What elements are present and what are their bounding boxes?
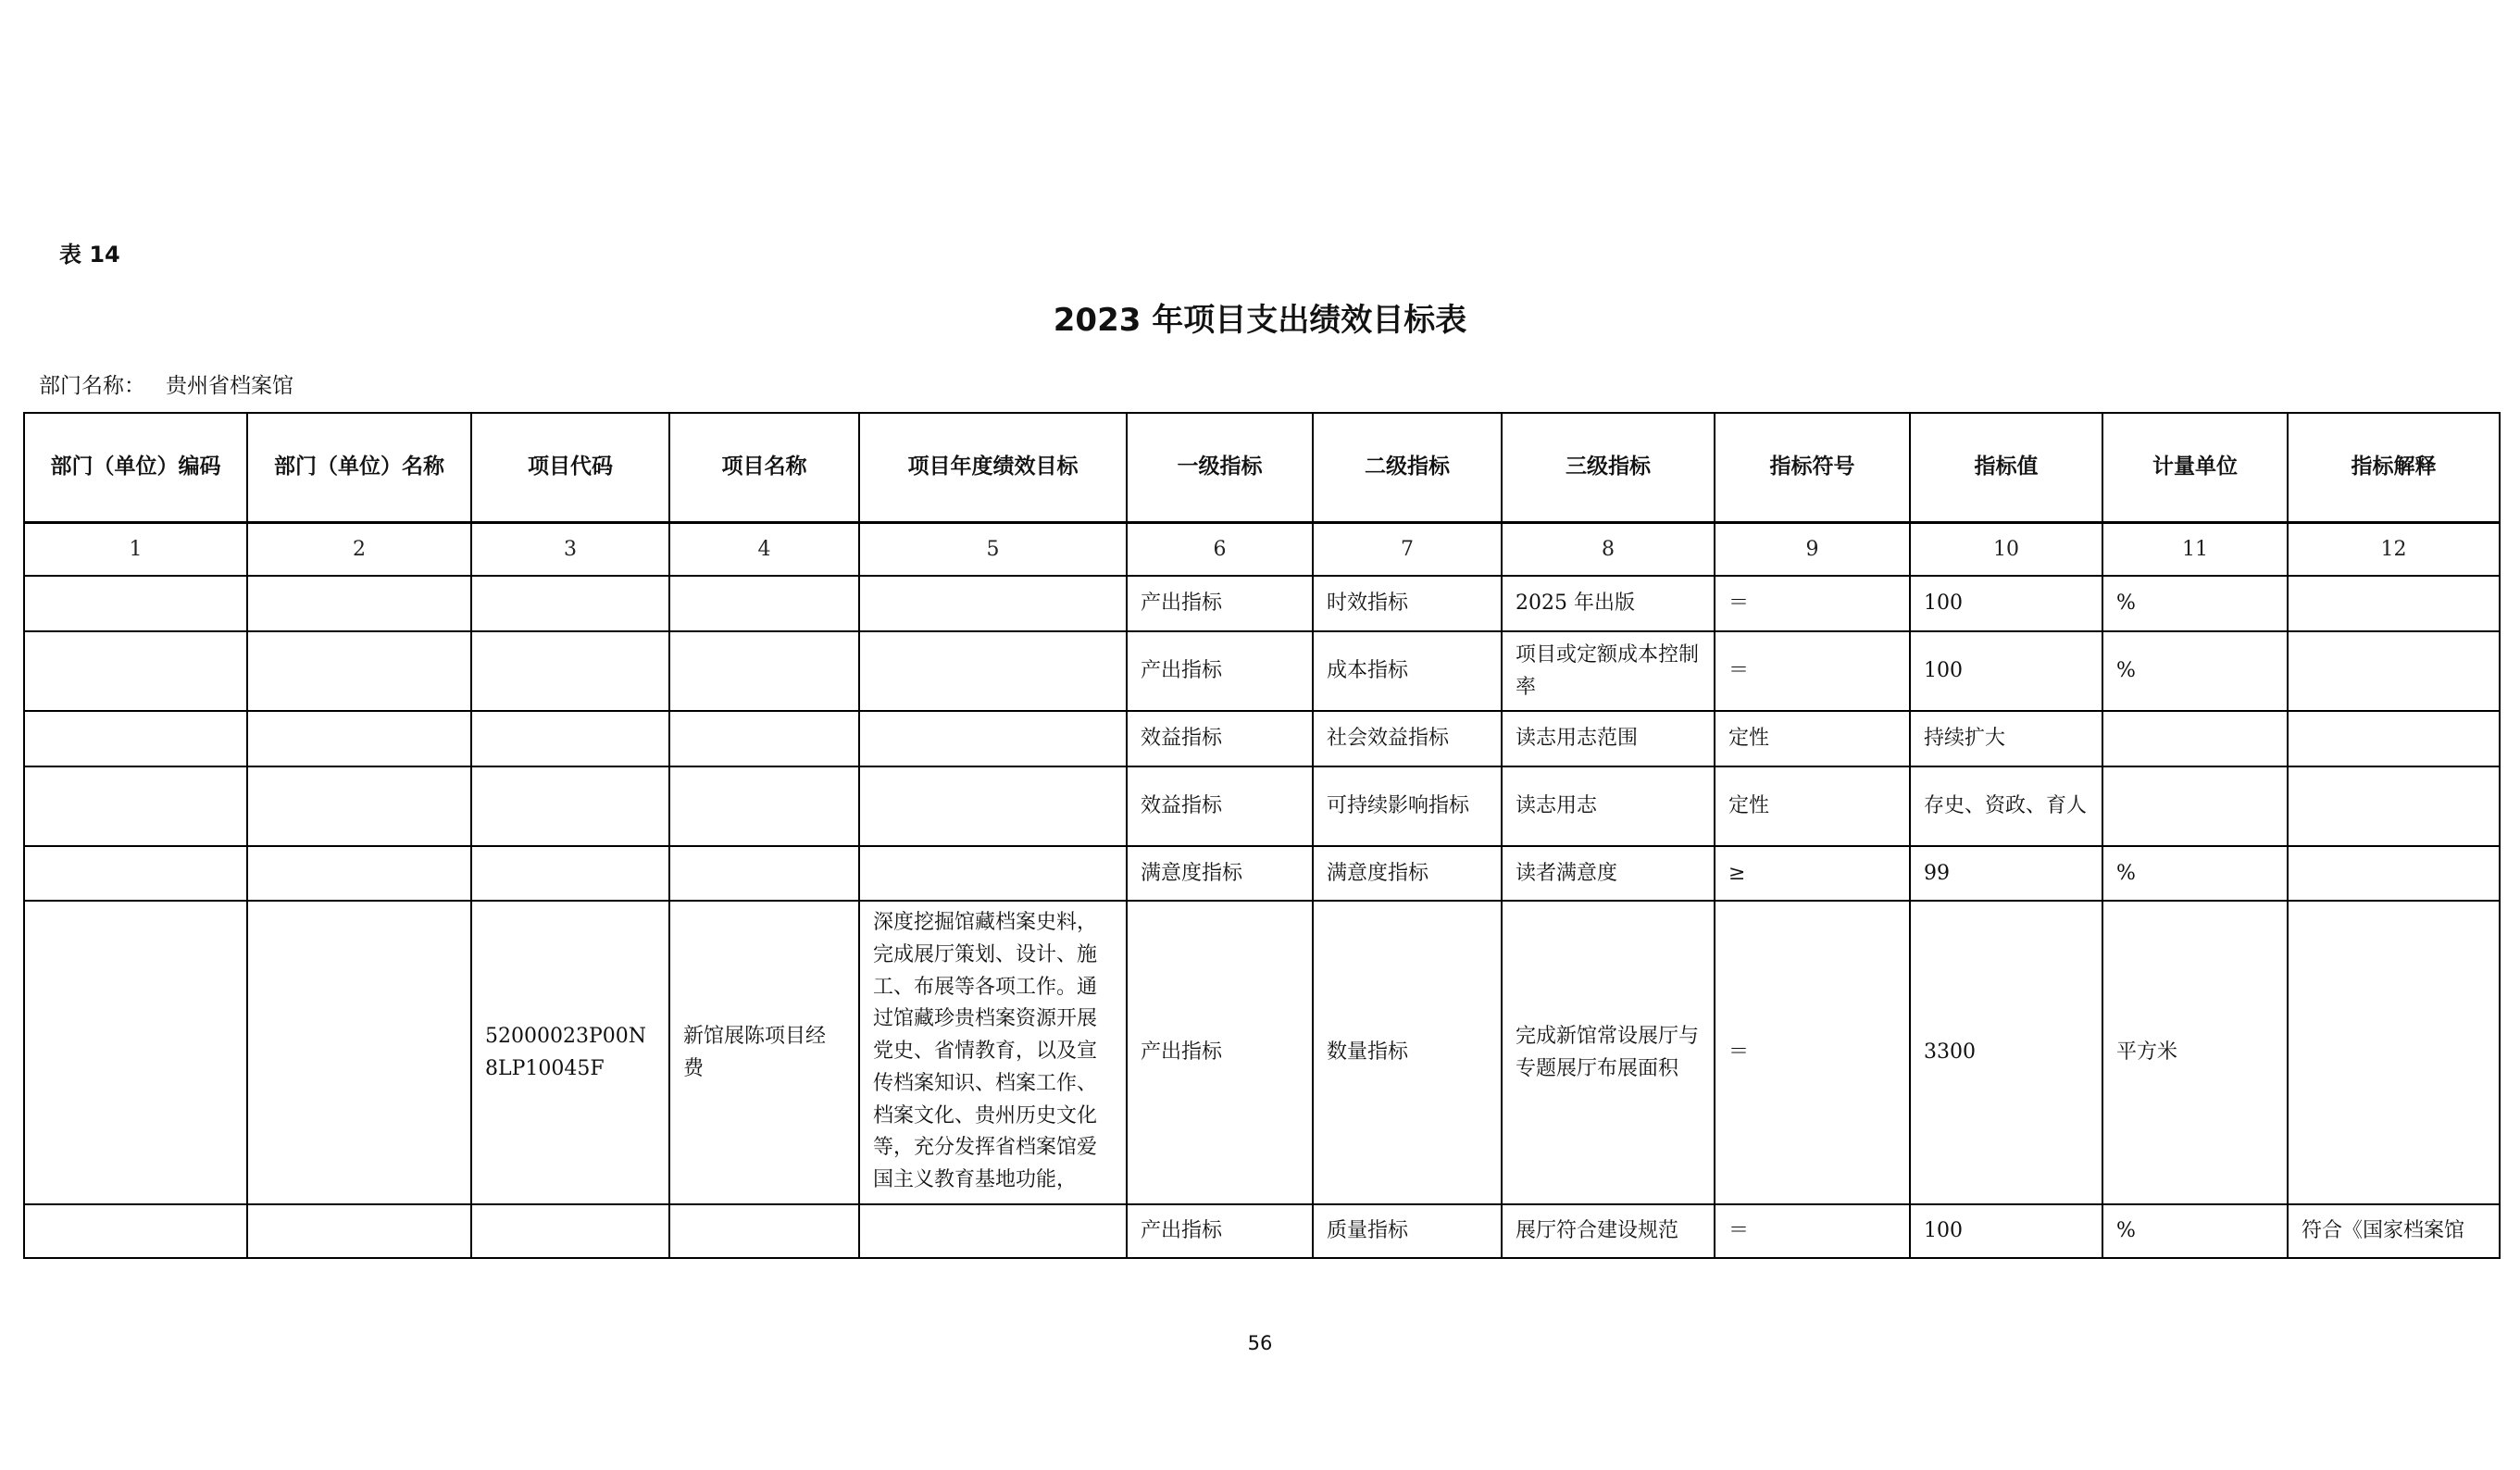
table-cell — [669, 1204, 859, 1258]
table-cell — [24, 1204, 247, 1258]
table-cell — [247, 766, 471, 846]
column-number-cell: 3 — [471, 522, 669, 576]
table-cell: % — [2102, 1204, 2288, 1258]
table-cell: 100 — [1910, 576, 2102, 631]
table-cell — [2288, 576, 2500, 631]
page-number: 56 — [1247, 1332, 1273, 1354]
table-cell: 产出指标 — [1127, 901, 1313, 1204]
department-value: 贵州省档案馆 — [166, 374, 293, 398]
table-cell — [669, 766, 859, 846]
table-row — [24, 901, 2500, 1204]
table-row — [24, 1204, 2500, 1258]
table-cell — [247, 631, 471, 711]
table-cell: 时效指标 — [1313, 576, 1502, 631]
header-cell: 部门（单位）编码 — [24, 413, 247, 522]
column-number-cell: 9 — [1715, 522, 1910, 576]
table-cell — [471, 711, 669, 766]
table-cell: 100 — [1910, 631, 2102, 711]
table-cell: 定性 — [1715, 766, 1910, 846]
table-cell — [24, 576, 247, 631]
table-cell — [247, 846, 471, 901]
table-cell: 读志用志范围 — [1502, 711, 1715, 766]
column-number-cell: 11 — [2102, 522, 2288, 576]
table-cell: 存史、资政、育人 — [1910, 766, 2102, 846]
table-cell — [2102, 711, 2288, 766]
department-line — [39, 368, 293, 399]
column-number-cell: 5 — [859, 522, 1127, 576]
table-cell: ＝ — [1715, 1204, 1910, 1258]
table-cell: 项目或定额成本控制率 — [1502, 631, 1715, 711]
column-number-cell: 12 — [2288, 522, 2500, 576]
table-cell — [24, 766, 247, 846]
table-cell: 社会效益指标 — [1313, 711, 1502, 766]
table-cell — [24, 711, 247, 766]
table-cell — [859, 631, 1127, 711]
table-cell — [859, 846, 1127, 901]
project-goal-cell: 深度挖掘馆藏档案史料，完成展厅策划、设计、施工、布展等各项工作。通过馆藏珍贵档案资源开展党史、省情教育，以及宣传档案知识、档案工作、档案文化、贵州历史文化等，充分发挥省档案馆爱国主义教育基地功能， — [859, 901, 1127, 1204]
column-number-row — [24, 522, 2500, 576]
table-cell — [2102, 766, 2288, 846]
page-title: 2023 年项目支出绩效目标表 — [1053, 302, 1467, 339]
table-cell: ＝ — [1715, 631, 1910, 711]
table-cell: 满意度指标 — [1127, 846, 1313, 901]
table-cell: 展厅符合建设规范 — [1502, 1204, 1715, 1258]
table-cell: ≥ — [1715, 846, 1910, 901]
table-cell — [24, 846, 247, 901]
table-cell — [859, 766, 1127, 846]
header-cell: 项目年度绩效目标 — [859, 413, 1127, 522]
table-cell: 符合《国家档案馆 — [2288, 1204, 2500, 1258]
table-cell — [2288, 846, 2500, 901]
table-cell — [471, 631, 669, 711]
project-name-cell: 新馆展陈项目经费 — [669, 901, 859, 1204]
header-cell: 计量单位 — [2102, 413, 2288, 522]
table-cell: 数量指标 — [1313, 901, 1502, 1204]
table-cell — [24, 901, 247, 1204]
project-code-cell: 52000023P00N8LP10045F — [471, 901, 669, 1204]
table-row — [24, 576, 2500, 631]
table-cell: % — [2102, 631, 2288, 711]
table-cell: 成本指标 — [1313, 631, 1502, 711]
table-cell: 产出指标 — [1127, 631, 1313, 711]
table-cell: % — [2102, 846, 2288, 901]
header-cell: 二级指标 — [1313, 413, 1502, 522]
header-cell: 项目名称 — [669, 413, 859, 522]
table-cell: 效益指标 — [1127, 711, 1313, 766]
header-cell: 指标符号 — [1715, 413, 1910, 522]
table-cell: ＝ — [1715, 576, 1910, 631]
table-row — [24, 631, 2500, 711]
table-row — [24, 766, 2500, 846]
header-cell: 部门（单位）名称 — [247, 413, 471, 522]
table-cell — [247, 711, 471, 766]
department-label: 部门名称： — [39, 374, 145, 398]
table-cell — [669, 711, 859, 766]
column-number-cell: 4 — [669, 522, 859, 576]
table-cell: 满意度指标 — [1313, 846, 1502, 901]
header-cell: 项目代码 — [471, 413, 669, 522]
table-cell: 99 — [1910, 846, 2102, 901]
table-cell: 定性 — [1715, 711, 1910, 766]
table-cell — [247, 901, 471, 1204]
header-row — [24, 413, 2500, 522]
table-cell: 读志用志 — [1502, 766, 1715, 846]
table-cell — [669, 576, 859, 631]
table-cell — [859, 576, 1127, 631]
table-cell — [2288, 901, 2500, 1204]
table-cell: 平方米 — [2102, 901, 2288, 1204]
header-cell: 指标值 — [1910, 413, 2102, 522]
table-cell — [669, 631, 859, 711]
table-cell — [2288, 766, 2500, 846]
performance-target-table — [23, 412, 2501, 1259]
table-cell: 2025 年出版 — [1502, 576, 1715, 631]
header-cell: 指标解释 — [2288, 413, 2500, 522]
column-number-cell: 7 — [1313, 522, 1502, 576]
column-number-cell: 8 — [1502, 522, 1715, 576]
table-cell: 质量指标 — [1313, 1204, 1502, 1258]
table-cell — [2288, 711, 2500, 766]
table-cell: 100 — [1910, 1204, 2102, 1258]
table-cell — [247, 576, 471, 631]
table-cell — [859, 1204, 1127, 1258]
table-cell — [859, 711, 1127, 766]
table-cell: % — [2102, 576, 2288, 631]
table-cell — [471, 1204, 669, 1258]
table-cell: 3300 — [1910, 901, 2102, 1204]
table-cell — [247, 1204, 471, 1258]
table-row — [24, 846, 2500, 901]
table-cell: 持续扩大 — [1910, 711, 2102, 766]
column-number-cell: 1 — [24, 522, 247, 576]
table-cell: 产出指标 — [1127, 576, 1313, 631]
table-cell — [471, 766, 669, 846]
table-cell — [471, 846, 669, 901]
header-cell: 一级指标 — [1127, 413, 1313, 522]
table-cell: 读者满意度 — [1502, 846, 1715, 901]
table-row — [24, 711, 2500, 766]
column-number-cell: 6 — [1127, 522, 1313, 576]
table-number-label: 表 14 — [59, 242, 120, 268]
column-number-cell: 2 — [247, 522, 471, 576]
table-cell: 效益指标 — [1127, 766, 1313, 846]
table-cell — [669, 846, 859, 901]
table-cell: 可持续影响指标 — [1313, 766, 1502, 846]
table-cell: 产出指标 — [1127, 1204, 1313, 1258]
table-cell: ＝ — [1715, 901, 1910, 1204]
header-cell: 三级指标 — [1502, 413, 1715, 522]
table-cell — [2288, 631, 2500, 711]
table-cell — [471, 576, 669, 631]
table-cell — [24, 631, 247, 711]
column-number-cell: 10 — [1910, 522, 2102, 576]
table-cell: 完成新馆常设展厅与专题展厅布展面积 — [1502, 901, 1715, 1204]
